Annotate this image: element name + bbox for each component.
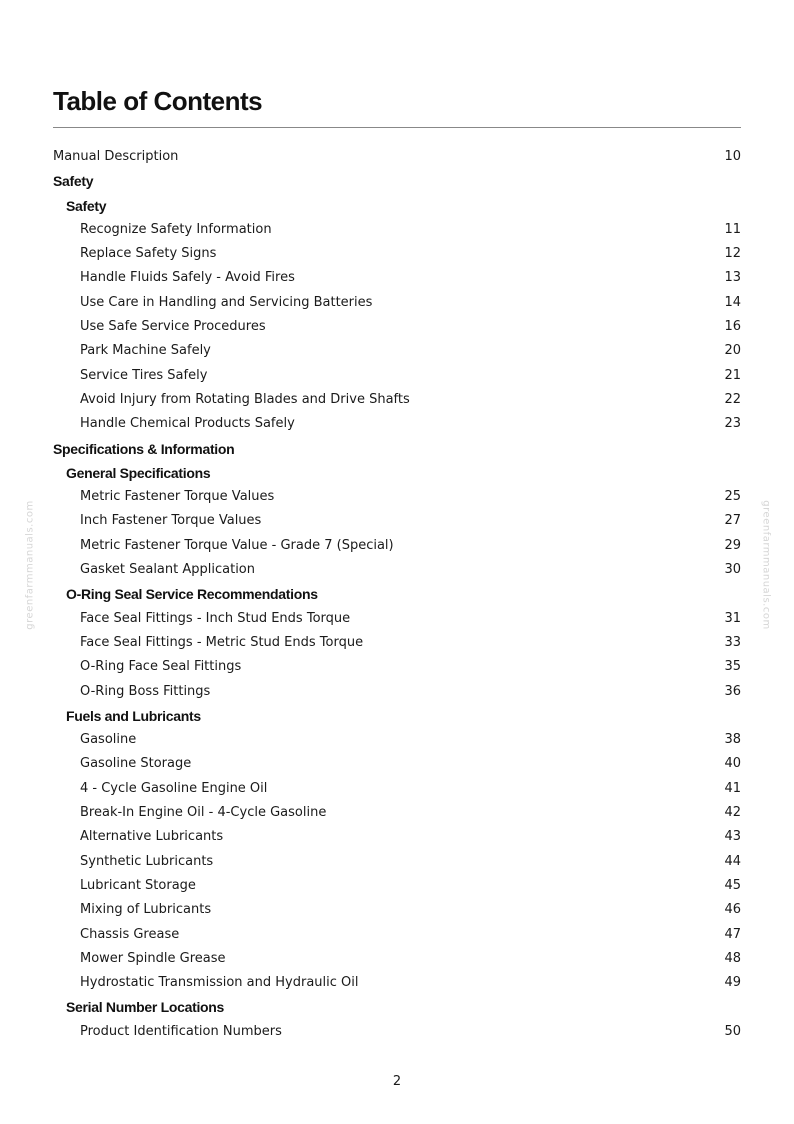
toc-page-number: 40 (724, 756, 741, 772)
toc-entry-title: Product Identification Numbers (80, 1023, 282, 1039)
toc-entry-title: Synthetic Lubricants (80, 853, 214, 869)
toc-entry[interactable] (53, 825, 741, 849)
toc-entry-title: Break-In Engine Oil - 4-Cycle Gasoline (80, 805, 327, 821)
toc-entry-title: Metric Fastener Torque Values (80, 489, 275, 505)
toc-section-title: Fuels and Lubricants (66, 707, 201, 724)
toc-entry[interactable] (53, 680, 741, 704)
toc-entry[interactable] (53, 655, 741, 679)
toc-entry[interactable] (53, 728, 741, 752)
toc-page-number: 10 (724, 149, 741, 164)
toc-section-heading (53, 582, 741, 606)
toc-entry[interactable] (53, 266, 741, 290)
toc-list (53, 145, 741, 1044)
toc-page-number: 50 (724, 1023, 741, 1039)
toc-entry[interactable] (53, 242, 741, 266)
toc-entry[interactable] (53, 850, 741, 874)
toc-section-heading (53, 995, 741, 1019)
toc-section-title: O-Ring Seal Service Recommendations (66, 586, 318, 603)
toc-entry[interactable] (53, 1020, 741, 1044)
toc-page-number: 45 (724, 877, 741, 893)
toc-entry[interactable] (53, 631, 741, 655)
toc-page-number: 46 (724, 902, 741, 918)
toc-entry[interactable] (53, 801, 741, 825)
toc-page-number: 35 (724, 659, 741, 675)
toc-entry[interactable] (53, 534, 741, 558)
toc-entry-title: Recognize Safety Information (80, 221, 272, 237)
toc-page-number: 11 (724, 221, 741, 237)
toc-page-number: 12 (724, 246, 741, 262)
toc-entry[interactable] (53, 145, 741, 169)
toc-page-number: 20 (724, 343, 741, 359)
toc-page-number: 22 (724, 391, 741, 407)
toc-entry[interactable] (53, 291, 741, 315)
toc-page-number: 43 (724, 829, 741, 845)
toc-page-number: 47 (724, 926, 741, 942)
page-number: 2 (392, 1074, 402, 1089)
toc-section-title: Safety (66, 197, 107, 214)
toc-entry[interactable] (53, 971, 741, 995)
toc-section-title: General Specifications (66, 464, 211, 481)
toc-section-heading (53, 194, 741, 218)
toc-entry-title: Handle Chemical Products Safely (80, 416, 295, 432)
toc-entry-title: Gasoline (80, 732, 137, 748)
toc-section-title: Serial Number Locations (66, 999, 225, 1016)
toc-section-title: Safety (53, 173, 94, 190)
toc-entry[interactable] (53, 898, 741, 922)
toc-page-number: 44 (724, 853, 741, 869)
toc-entry[interactable] (53, 218, 741, 242)
toc-entry[interactable] (53, 607, 741, 631)
toc-entry-title: Chassis Grease (80, 926, 180, 942)
toc-page-number: 16 (724, 319, 741, 335)
toc-entry[interactable] (53, 315, 741, 339)
toc-entry-title: Avoid Injury from Rotating Blades and Drive Shafts (80, 391, 410, 407)
toc-page-number: 14 (724, 294, 741, 310)
toc-entry[interactable] (53, 752, 741, 776)
toc-page-number: 38 (724, 732, 741, 748)
toc-section-title: Specifications & Information (53, 440, 235, 457)
toc-entry-title: Park Machine Safely (80, 343, 211, 359)
toc-page-number: 42 (724, 805, 741, 821)
toc-page-number: 49 (724, 975, 741, 991)
toc-page-number: 31 (724, 610, 741, 626)
toc-entry-title: Metric Fastener Torque Value - Grade 7 (Special) (80, 537, 394, 553)
toc-page-number: 36 (724, 683, 741, 699)
toc-entry-title: Gasoline Storage (80, 756, 192, 772)
toc-page-number: 30 (724, 562, 741, 578)
toc-entry-title: O-Ring Face Seal Fittings (80, 659, 242, 675)
toc-entry[interactable] (53, 509, 741, 533)
toc-entry-title: Face Seal Fittings - Inch Stud Ends Torque (80, 610, 351, 626)
toc-section-heading (53, 169, 741, 193)
toc-entry-title: Mower Spindle Grease (80, 950, 226, 966)
toc-entry[interactable] (53, 923, 741, 947)
page-title: Table of Contents (53, 86, 263, 116)
toc-entry-title: Hydrostatic Transmission and Hydraulic Oil (80, 975, 359, 991)
toc-entry-title: Gasket Sealant Application (80, 562, 256, 578)
toc-entry[interactable] (53, 777, 741, 801)
toc-entry[interactable] (53, 874, 741, 898)
toc-entry-title: Alternative Lubricants (80, 829, 224, 845)
toc-entry-title: Lubricant Storage (80, 877, 196, 893)
toc-entry[interactable] (53, 485, 741, 509)
title-divider (53, 127, 741, 128)
toc-section-heading (53, 704, 741, 728)
toc-entry-title: Service Tires Safely (80, 367, 208, 383)
toc-page-number: 27 (724, 513, 741, 529)
toc-entry[interactable] (53, 388, 741, 412)
toc-entry[interactable] (53, 339, 741, 363)
toc-entry[interactable] (53, 947, 741, 971)
toc-page-number: 41 (724, 780, 741, 796)
watermark-right-text: greenfarmmanuals.com (760, 500, 772, 630)
toc-page-number: 48 (724, 950, 741, 966)
toc-entry[interactable] (53, 558, 741, 582)
toc-entry-title: Use Care in Handling and Servicing Batteries (80, 294, 373, 310)
toc-page-number: 25 (724, 489, 741, 505)
toc-page-number: 29 (724, 537, 741, 553)
toc-entry-title: 4 - Cycle Gasoline Engine Oil (80, 780, 268, 796)
toc-entry-title: Mixing of Lubricants (80, 902, 212, 918)
toc-entry-title: Face Seal Fittings - Metric Stud Ends Torque (80, 634, 364, 650)
toc-entry-title: Replace Safety Signs (80, 246, 217, 262)
toc-section-heading (53, 437, 741, 461)
watermark-left-text: greenfarmmanuals.com (24, 500, 36, 630)
toc-entry[interactable] (53, 364, 741, 388)
toc-entry[interactable] (53, 412, 741, 436)
toc-page-number: 23 (724, 416, 741, 432)
toc-entry-title: Inch Fastener Torque Values (80, 513, 262, 529)
toc-page-number: 13 (724, 270, 741, 286)
toc-section-heading (53, 461, 741, 485)
toc-page-number: 33 (724, 634, 741, 650)
toc-entry-title: O-Ring Boss Fittings (80, 683, 211, 699)
toc-entry-title: Manual Description (53, 149, 179, 164)
toc-entry-title: Handle Fluids Safely - Avoid Fires (80, 270, 295, 286)
toc-page-number: 21 (724, 367, 741, 383)
toc-entry-title: Use Safe Service Procedures (80, 319, 266, 335)
